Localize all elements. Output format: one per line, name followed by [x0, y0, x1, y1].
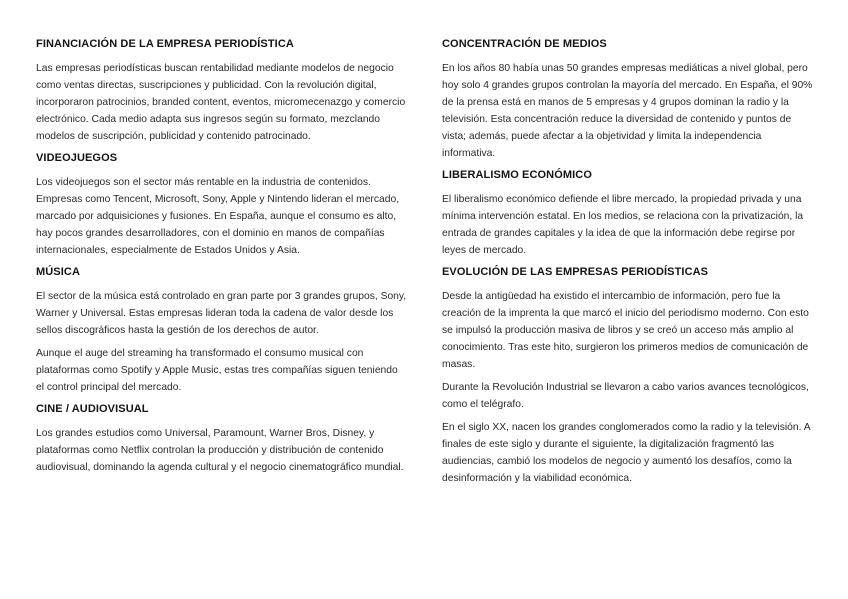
- section-paragraph: En los años 80 había unas 50 grandes empresas mediáticas a nivel global, pero hoy solo 4 grandes grupos controlan la mayoría del mercado. En España, el 90% de la prensa está en manos de 5 empresas y 4 grupos dominan la radio y la televisión. Esta concentración reduce la diversidad de contenido y puntos de vista; además, puede afectar a la objetividad y limita la independencia informativa.: [442, 63, 813, 159]
- section-evolucion: [442, 265, 814, 487]
- section-heading: EVOLUCIÓN DE LAS EMPRESAS PERIODÍSTICAS: [442, 266, 709, 278]
- section-concentracion: [442, 37, 814, 162]
- section-paragraph: Durante la Revolución Industrial se llevaron a cabo varios avances tecnológicos, como el telégrafo.: [442, 382, 809, 410]
- section-paragraph: En el siglo XX, nacen los grandes conglomerados como la radio y la televisión. A finales de este siglo y durante el siguiente, la digitalización fragmentó las audiencias, cambió los modelos de negocio y aumentó los desafíos, como la desinformación y la viabilidad económica.: [442, 422, 811, 484]
- right-column: [442, 37, 814, 493]
- section-heading: LIBERALISMO ECONÓMICO: [442, 169, 592, 181]
- section-paragraph: El liberalismo económico defiende el libre mercado, la propiedad privada y una mínima intervención estatal. En los medios, se relaciona con la privatización, la entrada de grandes capitales y la idea de que la información debe regirse por leyes de mercado.: [442, 194, 804, 256]
- section-heading: VIDEOJUEGOS: [36, 152, 118, 164]
- section-liberalismo: [442, 168, 814, 259]
- section-financiacion: [36, 37, 408, 145]
- section-videojuegos: [36, 151, 408, 259]
- section-paragraph: Aunque el auge del streaming ha transformado el consumo musical con plataformas como Spotify y Apple Music, estas tres compañías siguen teniendo el control principal del mercado.: [36, 348, 398, 393]
- section-heading: CINE / AUDIOVISUAL: [36, 403, 149, 415]
- section-paragraph: Desde la antigüedad ha existido el intercambio de información, pero fue la creación de la imprenta la que marcó el inicio del periodismo moderno. Con esto se impulsó la producción masiva de libros y se creó un acceso más amplio al conocimiento. Tras este hito, surgieron los primeros medios de comunicación de masas.: [442, 291, 809, 370]
- section-musica: [36, 265, 408, 396]
- section-paragraph: Los grandes estudios como Universal, Paramount, Warner Bros, Disney, y plataformas como Netflix controlan la producción y distribución de contenido audiovisual, dominando la agenda cultural y el negocio cinematográfico mundial.: [36, 428, 404, 473]
- section-heading: FINANCIACIÓN DE LA EMPRESA PERIODÍSTICA: [36, 38, 294, 50]
- left-column: [36, 37, 408, 482]
- section-heading: CONCENTRACIÓN DE MEDIOS: [442, 38, 607, 50]
- section-cine-audiovisual: [36, 402, 408, 476]
- section-paragraph: Las empresas periodísticas buscan rentabilidad mediante modelos de negocio como ventas directas, suscripciones y publicidad. Con la revolución digital, incorporaron patrocinios, branded content, eventos, micromecenazgo y comercio electrónico. Cada medio adapta sus ingresos según su formato, mezclando modelos de suscripción, publicidad y contenido patrocinado.: [36, 63, 406, 142]
- section-paragraph: El sector de la música está controlado en gran parte por 3 grandes grupos, Sony, Warner y Universal. Estas empresas lideran toda la cadena de valor desde los sellos discográficos hasta la gestión de los derechos de autor.: [36, 291, 407, 336]
- section-heading: MÚSICA: [36, 266, 80, 278]
- section-paragraph: Los videojuegos son el sector más rentable en la industria de contenidos. Empresas como Tencent, Microsoft, Sony, Apple y Nintendo lideran el mercado, marcado por adquisiciones y fusiones. En España, aunque el consumo es alto, hay pocos grandes desarrolladores, con el dominio en manos de compañías internacionales, especialmente de Estados Unidos y Asia.: [36, 177, 400, 256]
